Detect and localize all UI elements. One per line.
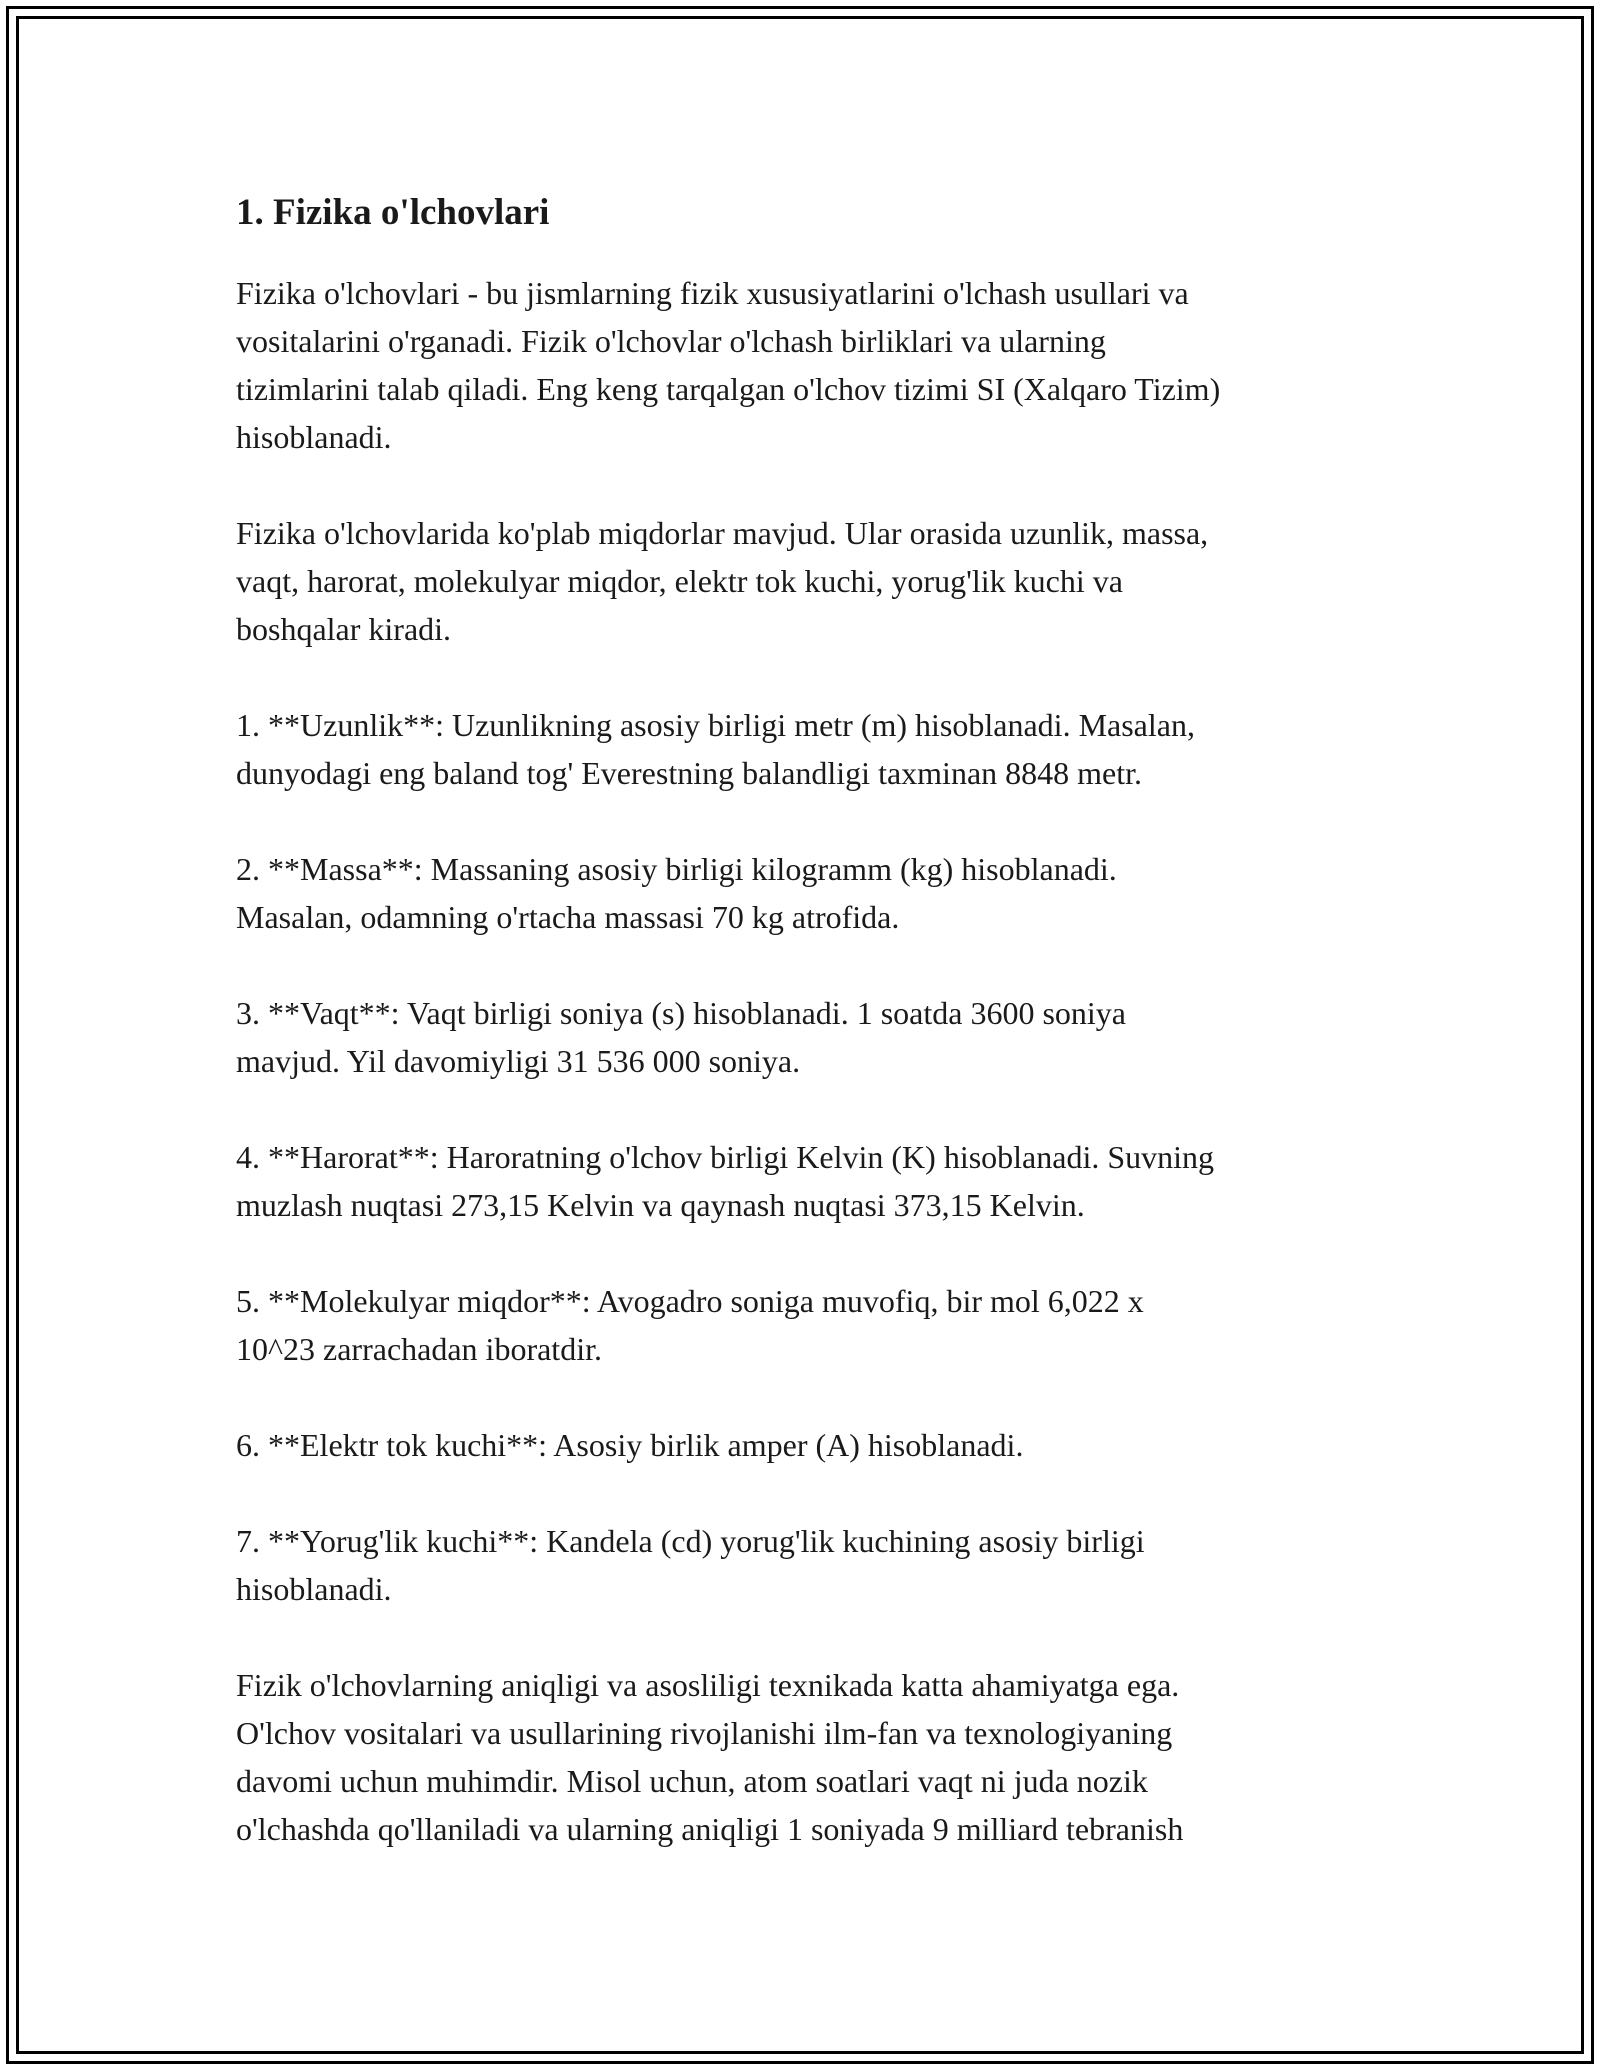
list-item-mass: 2. **Massa**: Massaning asosiy birligi kilogramm (kg) hisoblanadi. Masalan, odamning o'rtacha massasi 70 kg atrofida. [236,851,1117,935]
section-heading: 1. Fizika o'lchovlari [236,192,550,233]
list-item-luminous-intensity: 7. **Yorug'lik kuchi**: Kandela (cd) yorug'lik kuchining asosiy birligi hisoblanadi. [236,1523,1145,1607]
closing-paragraph: Fizik o'lchovlarning aniqligi va asosliligi texnikada katta ahamiyatga ega. O'lchov vositalari va usullarining rivojlanishi ilm-fan va texnologiyaning davomi uchun muhimdir. Misol uchun, atom soatlari vaqt ni juda nozik o'lchashda qo'llaniladi va ularning aniqligi 1 soniyada 9 milliard tebranish [236,1667,1184,1847]
list-item-amount-of-substance: 5. **Molekulyar miqdor**: Avogadro soniga muvofiq, bir mol 6,022 x 10^23 zarrachadan iboratdir. [236,1283,1144,1367]
quantities-paragraph: Fizika o'lchovlarida ko'plab miqdorlar mavjud. Ular orasida uzunlik, massa, vaqt, harorat, molekulyar miqdor, elektr tok kuchi, yorug'lik kuchi va boshqalar kiradi. [236,515,1209,647]
list-item-electric-current: 6. **Elektr tok kuchi**: Asosiy birlik amper (A) hisoblanadi. [236,1427,1024,1463]
intro-paragraph: Fizika o'lchovlari - bu jismlarning fizik xususiyatlarini o'lchash usullari va vositalarini o'rganadi. Fizik o'lchovlar o'lchash birliklari va ularning tizimlarini talab qiladi. Eng keng tarqalgan o'lchov tizimi SI (Xalqaro Tizim) hisoblanadi. [236,275,1221,455]
list-item-time: 3. **Vaqt**: Vaqt birligi soniya (s) hisoblanadi. 1 soatda 3600 soniya mavjud. Yil davomiyligi 31 536 000 soniya. [236,995,1126,1079]
list-item-length: 1. **Uzunlik**: Uzunlikning asosiy birligi metr (m) hisoblanadi. Masalan, dunyodagi eng baland tog' Everestning balandligi taxminan 8848 metr. [236,707,1195,791]
list-item-temperature: 4. **Harorat**: Haroratning o'lchov birligi Kelvin (K) hisoblanadi. Suvning muzlash nuqtasi 273,15 Kelvin va qaynash nuqtasi 373,15 Kelvin. [236,1139,1215,1223]
document-body [236,185,1376,1901]
